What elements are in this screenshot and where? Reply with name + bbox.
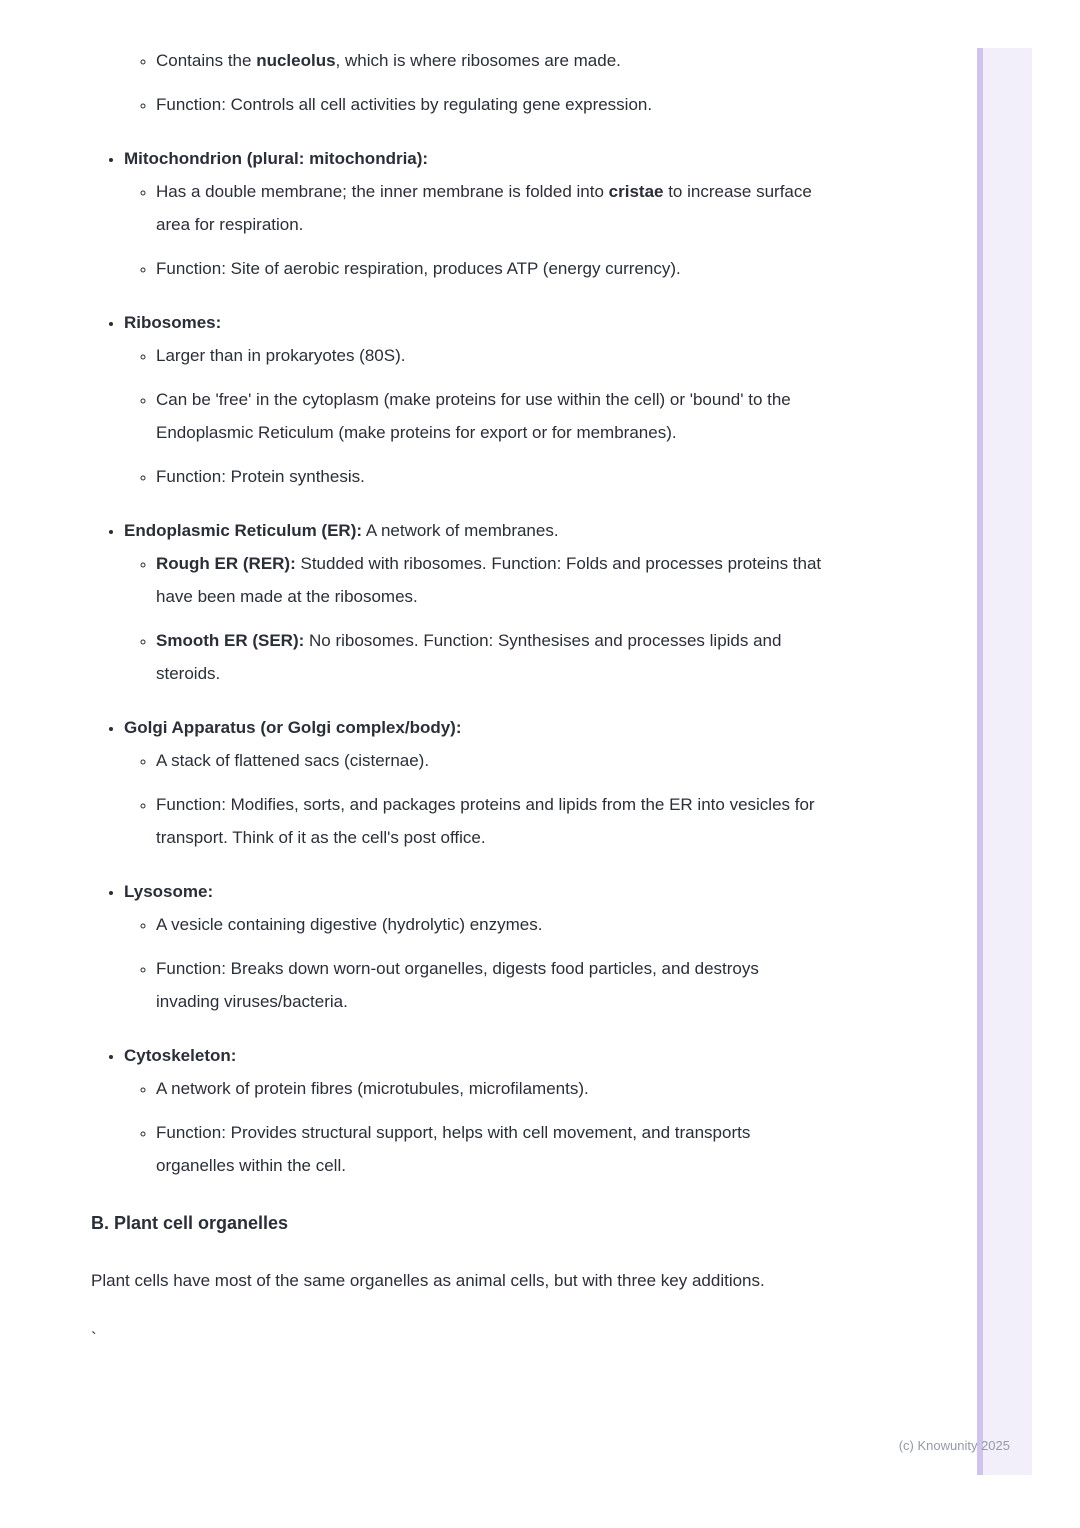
bullet-list — [91, 306, 826, 493]
list-item — [156, 88, 826, 121]
sub-bullet-list — [124, 547, 826, 690]
bold-text: Smooth ER (SER): — [156, 631, 305, 650]
text-run: Can be 'free' in the cytoplasm (make proteins for use within the cell) or 'bound' to the Endoplasmic Reticulum (make proteins for export or for membranes). — [156, 390, 791, 442]
bold-text: Ribosomes: — [124, 313, 222, 332]
list-item — [124, 1039, 826, 1182]
list-item — [124, 875, 826, 1018]
sub-bullet-list — [124, 744, 826, 854]
text-run: , which is where ribosomes are made. — [335, 51, 621, 70]
paragraph — [91, 1263, 826, 1298]
list-item — [156, 788, 826, 854]
text-run: ` — [91, 1329, 97, 1348]
list-item — [156, 175, 826, 241]
list-item — [156, 1072, 826, 1105]
text-run: Function: Breaks down worn-out organelles, digests food particles, and destroys invading viruses/bacteria. — [156, 959, 759, 1011]
text-run: A vesicle containing digestive (hydrolytic) enzymes. — [156, 915, 543, 934]
section-heading — [91, 1207, 826, 1240]
list-item — [156, 952, 826, 1018]
text-run: to increase surface area for respiration. — [156, 182, 812, 234]
bullet-list — [91, 514, 826, 690]
list-item — [156, 460, 826, 493]
text-run: Contains the — [156, 51, 257, 70]
list-item — [124, 711, 826, 854]
list-item — [156, 624, 826, 690]
list-item — [156, 339, 826, 372]
bold-text: Golgi Apparatus (or Golgi complex/body): — [124, 718, 462, 737]
list-item — [124, 306, 826, 493]
bullet-label — [124, 1046, 236, 1065]
text-run: Plant cells have most of the same organelles as animal cells, but with three key additions. — [91, 1271, 765, 1290]
list-item — [156, 44, 826, 77]
list-item — [124, 142, 826, 285]
text-run: Studded with ribosomes. Function: Folds and processes proteins that have been made at the ribosomes. — [156, 554, 822, 606]
bullet-list — [91, 875, 826, 1018]
list-item — [124, 514, 826, 690]
list-item — [156, 383, 826, 449]
text-run: Has a double membrane; the inner membrane is folded into — [156, 182, 609, 201]
bullet-list — [91, 142, 826, 285]
bold-text: Lysosome: — [124, 882, 214, 901]
document-page — [91, 44, 826, 1356]
text-run: A network of membranes. — [362, 521, 559, 540]
sub-bullet-list — [124, 175, 826, 285]
list-item — [156, 547, 826, 613]
bold-text: Mitochondrion (plural: mitochondria): — [124, 149, 429, 168]
text-run: Larger than in prokaryotes (80S). — [156, 346, 406, 365]
bullet-label — [124, 149, 428, 168]
bold-text: Rough ER (RER): — [156, 554, 296, 573]
bullet-label — [124, 718, 462, 737]
page-scrollbar[interactable] — [977, 48, 1032, 1475]
list-item — [156, 744, 826, 777]
text-run: A stack of flattened sacs (cisternae). — [156, 751, 430, 770]
bold-text: Cytoskeleton: — [124, 1046, 237, 1065]
text-run: Function: Controls all cell activities by regulating gene expression. — [156, 95, 653, 114]
sub-bullet-list — [124, 339, 826, 493]
text-run: A network of protein fibres (microtubules, microfilaments). — [156, 1079, 589, 1098]
paragraph — [91, 1321, 826, 1356]
bold-text: B. Plant cell organelles — [91, 1213, 289, 1233]
sub-bullet-list — [91, 44, 826, 121]
bullet-label — [124, 521, 559, 540]
bullet-label — [124, 313, 221, 332]
bullet-list — [91, 711, 826, 854]
text-run: Function: Modifies, sorts, and packages proteins and lipids from the ER into vesicles for transport. Think of it as the cell's post office. — [156, 795, 815, 847]
list-item — [156, 252, 826, 285]
list-item — [156, 1116, 826, 1182]
bold-text: cristae — [608, 182, 664, 201]
list-item — [156, 908, 826, 941]
sub-bullet-list — [124, 908, 826, 1018]
sub-bullet-list — [124, 1072, 826, 1182]
text-run: No ribosomes. Function: Synthesises and processes lipids and steroids. — [156, 631, 782, 683]
bold-text: nucleolus — [256, 51, 336, 70]
bullet-label — [124, 882, 213, 901]
bullet-list — [91, 1039, 826, 1182]
text-run: Function: Protein synthesis. — [156, 467, 365, 486]
text-run: Function: Provides structural support, helps with cell movement, and transports organelles within the cell. — [156, 1123, 751, 1175]
copyright-notice: (c) Knowunity 2025 — [898, 1438, 1010, 1453]
bold-text: Endoplasmic Reticulum (ER): — [124, 521, 363, 540]
text-run: Function: Site of aerobic respiration, produces ATP (energy currency). — [156, 259, 681, 278]
